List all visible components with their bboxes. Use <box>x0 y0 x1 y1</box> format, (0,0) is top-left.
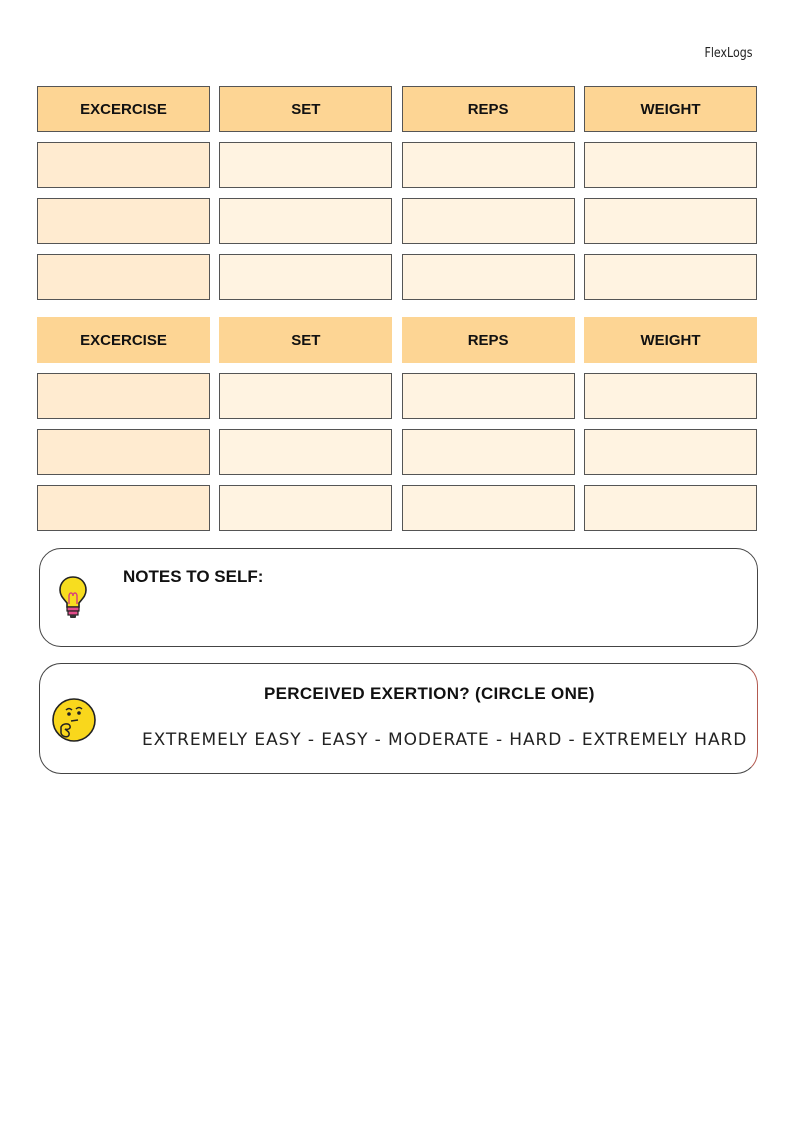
header-reps: REPS <box>402 317 575 363</box>
weight-cell[interactable] <box>584 373 757 419</box>
reps-cell[interactable] <box>402 429 575 475</box>
reps-cell[interactable] <box>402 373 575 419</box>
set-cell[interactable] <box>219 198 392 244</box>
workout-table-2 <box>37 317 757 541</box>
table-row <box>37 373 757 419</box>
set-cell[interactable] <box>219 254 392 300</box>
workout-table-1 <box>37 86 757 310</box>
header-set: SET <box>219 86 392 132</box>
header-reps: REPS <box>402 86 575 132</box>
exercise-cell[interactable] <box>37 198 210 244</box>
weight-cell[interactable] <box>584 485 757 531</box>
set-cell[interactable] <box>219 485 392 531</box>
exertion-scale-options[interactable]: EXTREMELY EASY - EASY - MODERATE - HARD - EXTREMELY HARD <box>142 730 748 750</box>
exercise-cell[interactable] <box>37 485 210 531</box>
notes-panel[interactable] <box>39 548 758 647</box>
thinking-face-icon <box>51 697 97 748</box>
set-cell[interactable] <box>219 373 392 419</box>
reps-cell[interactable] <box>402 254 575 300</box>
set-cell[interactable] <box>219 142 392 188</box>
table-row <box>37 429 757 475</box>
set-cell[interactable] <box>219 429 392 475</box>
table-row <box>37 485 757 531</box>
reps-cell[interactable] <box>402 485 575 531</box>
weight-cell[interactable] <box>584 142 757 188</box>
reps-cell[interactable] <box>402 198 575 244</box>
weight-cell[interactable] <box>584 254 757 300</box>
exertion-panel <box>39 663 758 774</box>
weight-cell[interactable] <box>584 429 757 475</box>
table-header-row <box>37 86 757 132</box>
exercise-cell[interactable] <box>37 373 210 419</box>
notes-title: NOTES TO SELF: <box>123 567 264 586</box>
header-exercise: EXCERCISE <box>37 317 210 363</box>
header-set: SET <box>219 317 392 363</box>
table-row <box>37 254 757 300</box>
header-weight: WEIGHT <box>584 86 757 132</box>
header-weight: WEIGHT <box>584 317 757 363</box>
header-exercise: EXCERCISE <box>37 86 210 132</box>
weight-cell[interactable] <box>584 198 757 244</box>
brand-name: FlexLogs <box>704 46 753 61</box>
exercise-cell[interactable] <box>37 254 210 300</box>
reps-cell[interactable] <box>402 142 575 188</box>
table-row <box>37 198 757 244</box>
exercise-cell[interactable] <box>37 429 210 475</box>
table-row <box>37 142 757 188</box>
exercise-cell[interactable] <box>37 142 210 188</box>
lightbulb-icon <box>58 575 88 626</box>
table-header-row <box>37 317 757 363</box>
exertion-title: PERCEIVED EXERTION? (CIRCLE ONE) <box>264 684 595 703</box>
